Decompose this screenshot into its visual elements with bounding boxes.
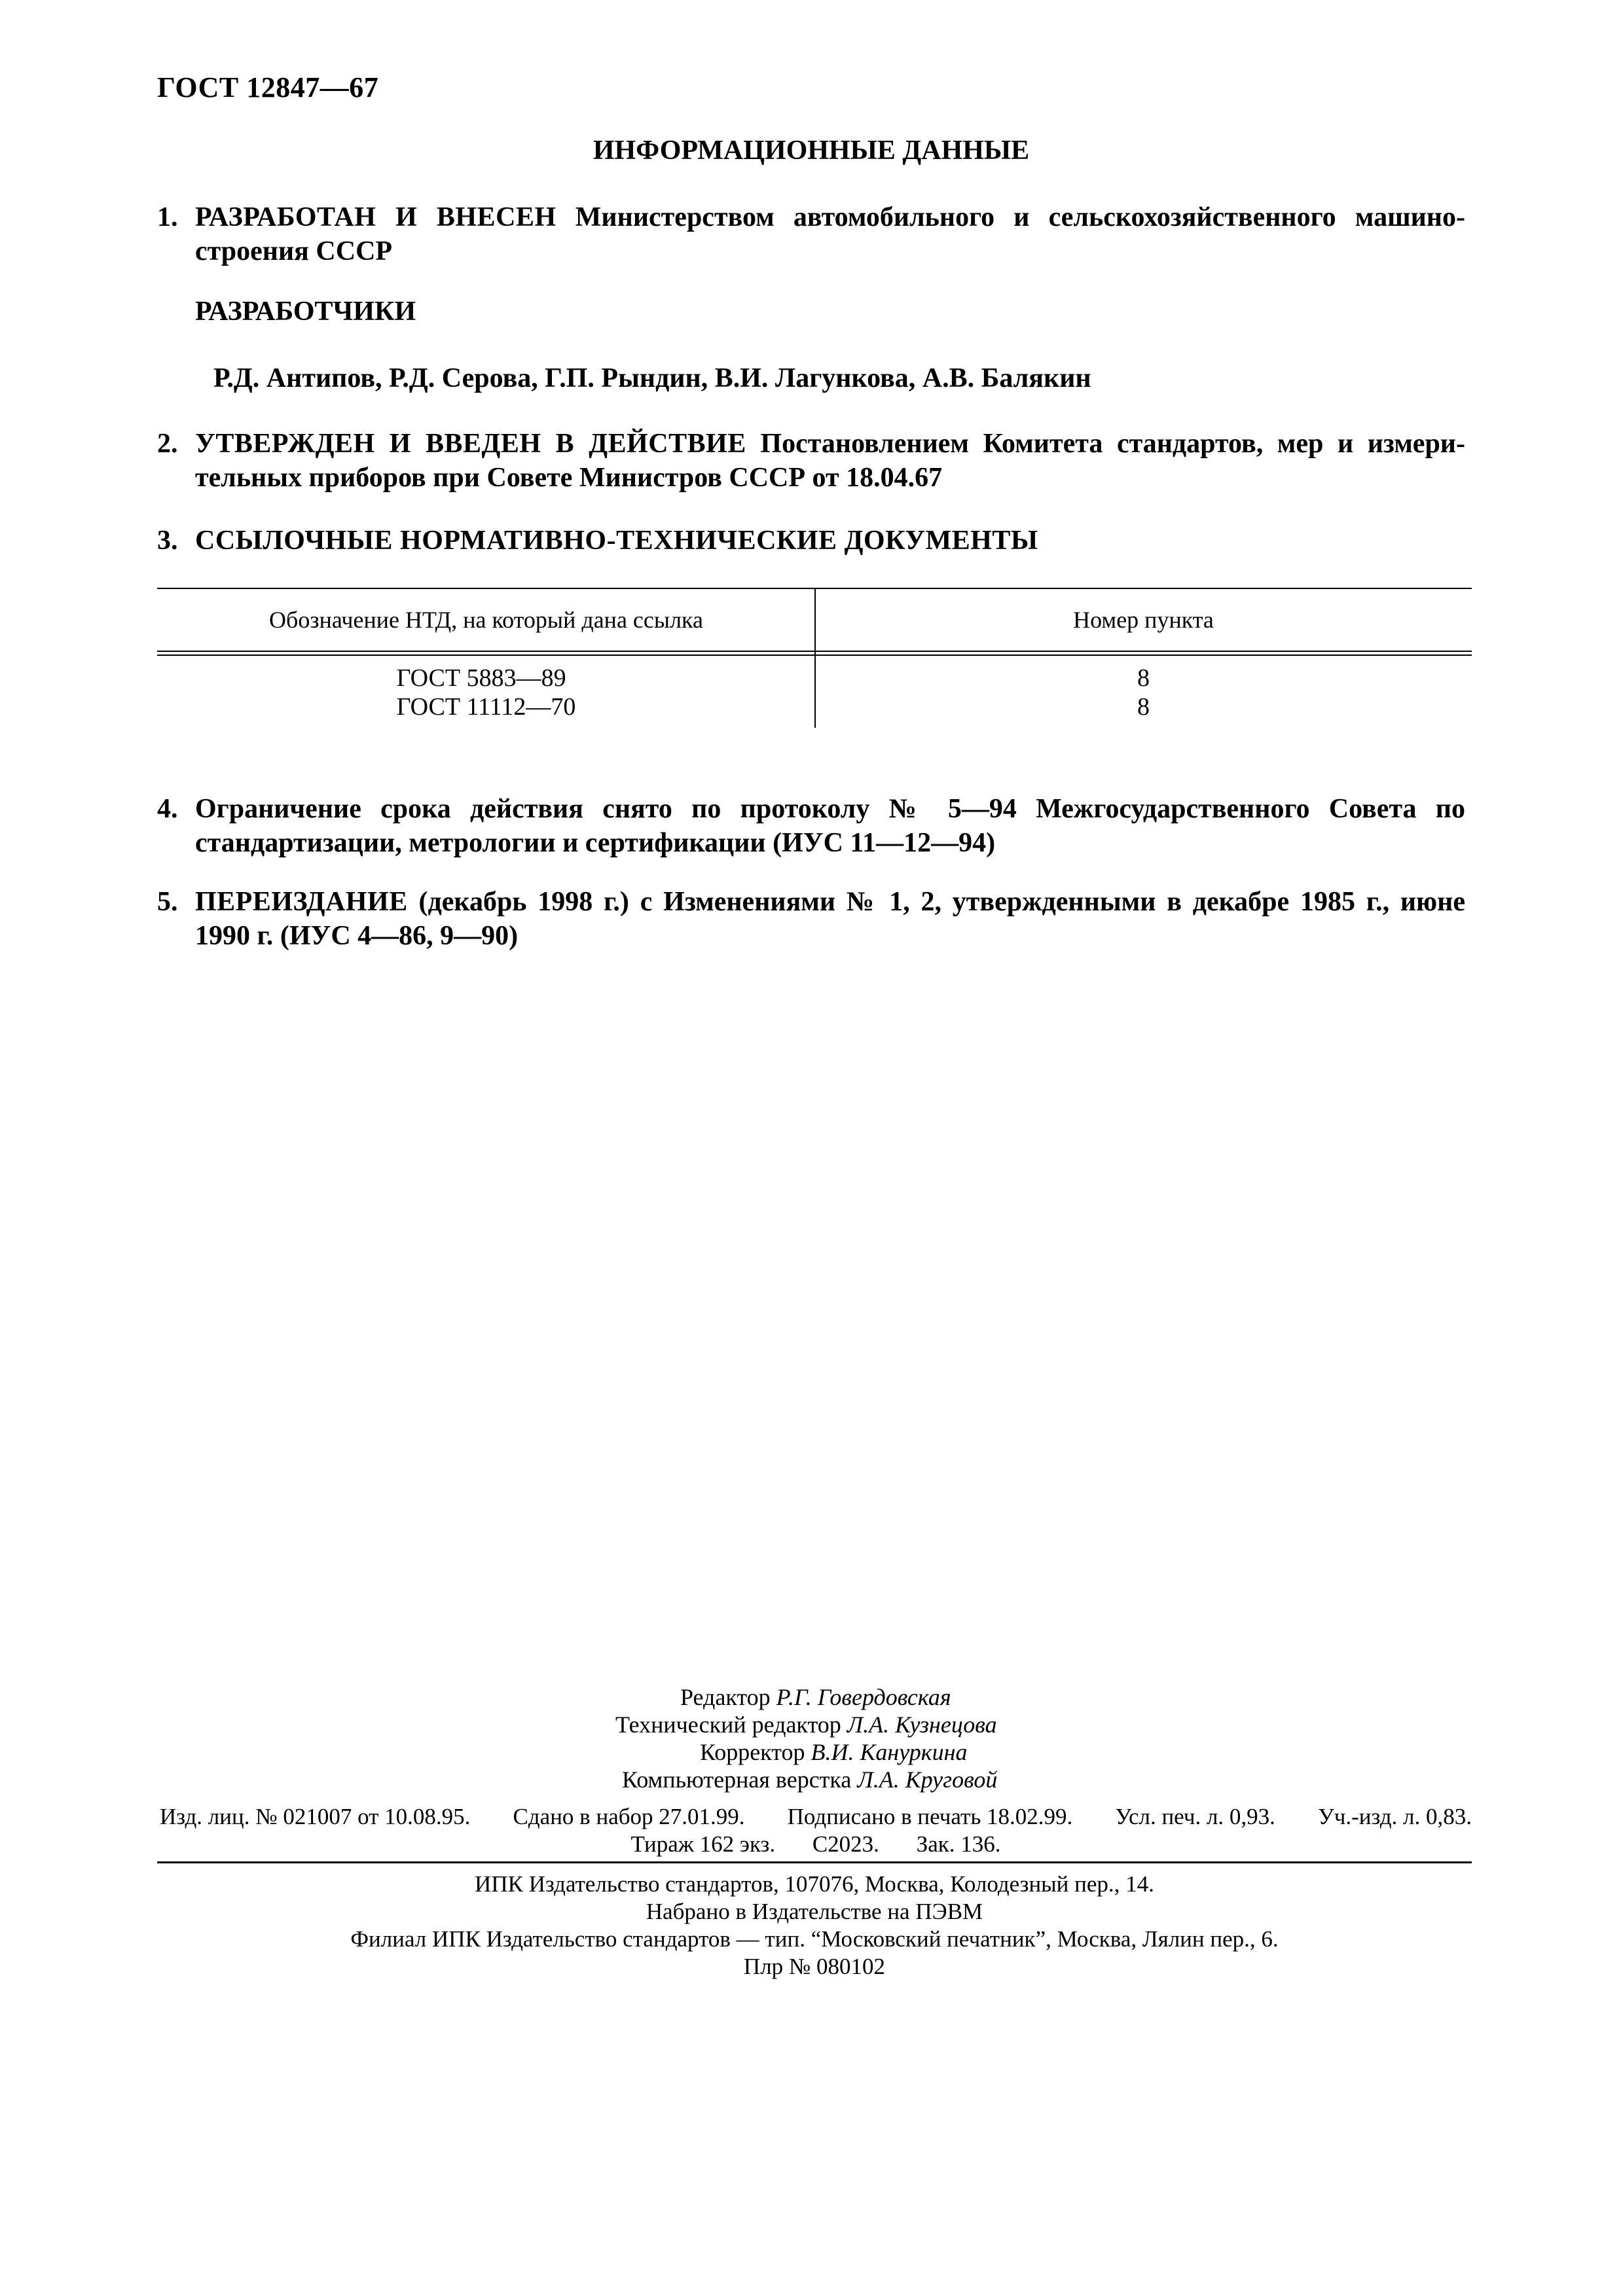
table-header-document: Обозначение НТД, на который дана ссылка (269, 607, 703, 633)
print-info-line-1 (160, 1803, 1472, 1831)
item-number: 3. (157, 526, 178, 556)
developers-names: Р.Д. Антипов, Р.Д. Серова, Г.П. Рындин, В.И. Лагункова, А.В. Балякин (213, 363, 1091, 393)
table-column-divider (814, 588, 816, 728)
table-column-clauses (815, 664, 1472, 721)
info-item-4 (157, 792, 1465, 860)
table-cell-document: ГОСТ 5883—89 (396, 664, 566, 692)
table-header-clause: Номер пункта (1073, 607, 1214, 633)
publisher-info (157, 1871, 1472, 1981)
table-cell-clause: 8 (1137, 664, 1150, 692)
credit-row (524, 1711, 997, 1738)
item-lead: ПЕРЕИЗДАНИЕ (195, 887, 408, 917)
table-cell-clause: 8 (1137, 693, 1150, 721)
print-info-field: Тираж 162 экз. (630, 1831, 776, 1857)
item-number: 1. (157, 202, 178, 232)
print-info-field: С2023. (812, 1831, 879, 1857)
credit-row (524, 1683, 997, 1711)
credit-role: Компьютерная верстка (622, 1767, 852, 1793)
item-body: (декабрь 1998 г.) с Изменениями № 1, 2, утвержденными в декабре 1985 г., июне 1990 г. (ИУС 4—86, 9—90) (195, 887, 1465, 951)
table-cell-document: ГОСТ 11112—70 (396, 693, 576, 721)
document-code: ГОСТ 12847—67 (157, 71, 379, 103)
item-text (195, 885, 1465, 953)
item-number: 5. (157, 887, 178, 917)
info-item-2 (157, 427, 1465, 495)
print-info-field: Уч.-изд. л. 0,83. (1318, 1804, 1472, 1829)
credit-role: Технический редактор (615, 1712, 841, 1738)
publisher-line: ИПК Издательство стандартов, 107076, Москва, Колодезный пер., 14. (475, 1871, 1154, 1897)
print-info-field: Изд. лиц. № 021007 от 10.08.95. (160, 1804, 471, 1829)
credit-role: Корректор (700, 1739, 805, 1765)
item-body: Постановлением Комитета стандартов, мер и измери-тельных приборов при Совете Министров СССР от 18.04.67 (195, 429, 1465, 493)
print-info (160, 1803, 1472, 1858)
item-text (195, 200, 1465, 268)
item-text (195, 524, 1465, 558)
credit-row (524, 1738, 997, 1766)
info-item-1 (157, 200, 1465, 268)
publisher-line: Филиал ИПК Издательство стандартов — тип. “Московский печатник”, Москва, Лялин пер., 6. (350, 1926, 1279, 1952)
print-info-line-2 (160, 1831, 1472, 1858)
credit-person: Л.А. Кузнецова (847, 1712, 997, 1738)
print-info-field: Зак. 136. (916, 1831, 1001, 1857)
publisher-line: Набрано в Издательстве на ПЭВМ (646, 1899, 983, 1924)
reference-table (157, 588, 1472, 721)
item-number: 4. (157, 794, 178, 824)
print-info-field: Усл. печ. л. 0,93. (1115, 1804, 1275, 1829)
print-info-field: Подписано в печать 18.02.99. (787, 1804, 1073, 1829)
table-column-documents (157, 664, 815, 721)
item-text: Ограничение срока действия снято по протоколу № 5—94 Межгосударственного Совета по стандартизации, метрологии и сертификации (ИУС 11—12—94) (195, 794, 1465, 858)
credit-row (524, 1766, 997, 1793)
item-lead: РАЗРАБОТАН И ВНЕСЕН (195, 202, 556, 232)
item-lead: УТВЕРЖДЕН И ВВЕДЕН В ДЕЙСТВИЕ (195, 429, 746, 459)
credit-person: В.И. Кануркина (811, 1739, 968, 1765)
credit-person: Л.А. Круговой (857, 1767, 998, 1793)
print-info-field: Сдано в набор 27.01.99. (513, 1804, 745, 1829)
item-number: 2. (157, 429, 178, 459)
credit-person: Р.Г. Говердовская (776, 1684, 951, 1710)
item-body: Министерством автомобильного и сельскохозяйственного машино-строения СССР (195, 202, 1465, 266)
info-item-5 (157, 885, 1465, 953)
item-text (195, 427, 1465, 495)
info-item-3 (157, 524, 1465, 558)
credit-role: Редактор (680, 1684, 771, 1710)
publisher-line: Плр № 080102 (743, 1954, 886, 1979)
developers-heading: РАЗРАБОТЧИКИ (195, 296, 416, 327)
page-title: ИНФОРМАЦИОННЫЕ ДАННЫЕ (593, 135, 1030, 166)
item-lead: ССЫЛОЧНЫЕ НОРМАТИВНО-ТЕХНИЧЕСКИЕ ДОКУМЕНТЫ (195, 526, 1038, 556)
imprint-divider (157, 1861, 1472, 1863)
editorial-credits (524, 1683, 997, 1793)
